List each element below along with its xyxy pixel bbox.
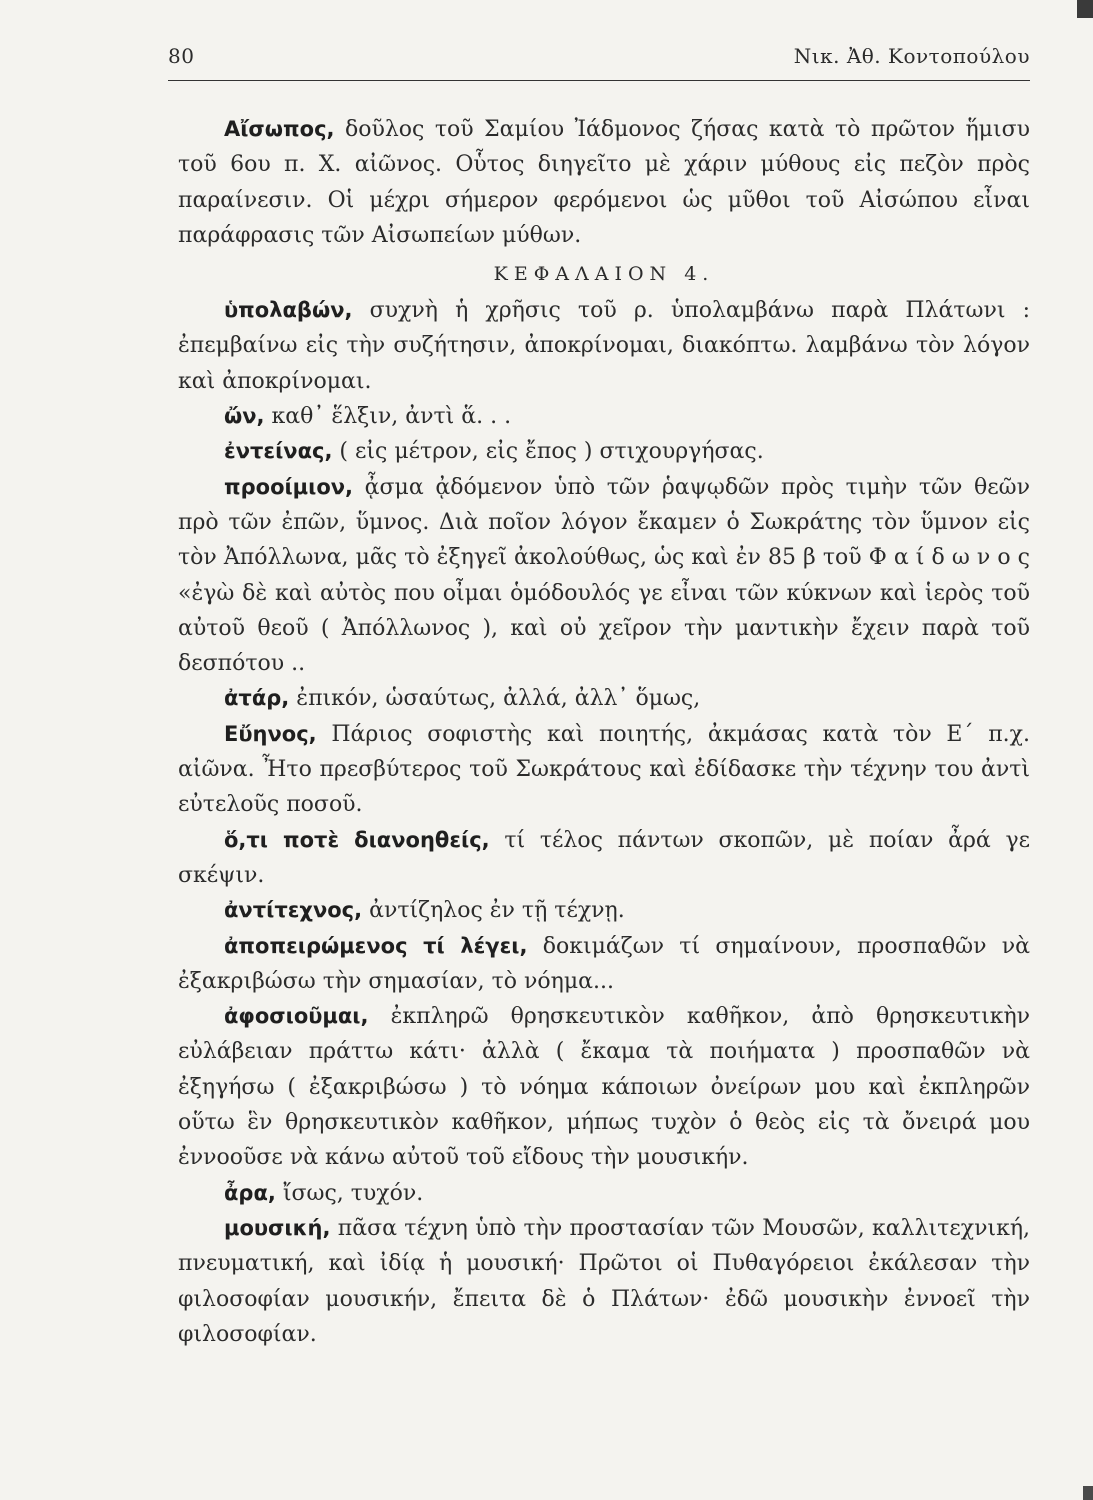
- glossary-entry: [178, 893, 1030, 928]
- entry-term: ἐντείνας,: [224, 439, 333, 464]
- glossary-entry: [178, 999, 1030, 1175]
- entry-term: ὤν,: [224, 404, 265, 429]
- glossary-entry: [178, 399, 1030, 434]
- entry-text: Πάριος σοφιστὴς καὶ ποιητής, ἀκμάσας κατὰ τὸν Ε΄ π.χ. αἰῶνα. Ἦτο πρεσβύτερος τοῦ Σωκράτους καὶ ἐδίδασκε τὴν τέχνην του ἀντὶ εὐτελοῦς ποσοῦ.: [178, 721, 1030, 818]
- glossary-entry: [178, 434, 1030, 469]
- running-head: Νικ. Ἀθ. Κοντοπούλου: [793, 44, 1030, 68]
- glossary-entry: [178, 1176, 1030, 1211]
- glossary-entry: [178, 470, 1030, 682]
- page-header: [168, 40, 1030, 76]
- entry-term: ὅ,τι ποτὲ διανοηθείς,: [224, 827, 490, 852]
- header-rule: [168, 80, 1030, 81]
- entry-text: ἀντίζηλος ἐν τῇ τέχνῃ.: [362, 898, 625, 924]
- glossary-entry: [178, 717, 1030, 823]
- scan-corner-mark: [1083, 1486, 1093, 1500]
- glossary-entry: [178, 823, 1030, 894]
- glossary-entry: [178, 681, 1030, 716]
- glossary-entry: [178, 293, 1030, 399]
- entry-term: ἀτάρ,: [224, 686, 290, 711]
- page-body: [178, 112, 1030, 1352]
- entry-text: ᾆσμα ᾀδόμενον ὑπὸ τῶν ῥαψῳδῶν πρὸς τιμὴν τῶν θεῶν πρὸ τῶν ἐπῶν, ὕμνος. Διὰ ποῖον λόγον ἔκαμεν ὁ Σωκράτης τὸν ὕμνον εἰς τὸν Ἀπόλλωνα, μᾶς τὸ ἐξηγεῖ ἀκολούθως, ὡς καὶ ἐν 85 β τοῦ Φ α ί δ ω ν ο ς «ἐγὼ δὲ καὶ αὐτὸς που οἶμαι ὁμόδουλός γε εἶναι τῶν κύκνων καὶ ἱερὸς τοῦ αὐτοῦ θεοῦ ( Ἀπόλλωνος ), καὶ οὐ χεῖρον τὴν μαντικὴν ἔχειν παρὰ τοῦ δεσπότου ..: [178, 474, 1030, 677]
- entry-text: ( εἰς μέτρον, εἰς ἔπος ) στιχουργήσας.: [332, 439, 764, 465]
- entry-text: ἐπικόν, ὡσαύτως, ἀλλά, ἀλλ᾿ ὅμως,: [289, 686, 701, 712]
- glossary-entry: [178, 1211, 1030, 1352]
- entry-text: καθ᾿ ἕλξιν, ἀντὶ ἅ. . .: [264, 404, 512, 430]
- entry-term: Εὔηνος,: [224, 721, 317, 746]
- entry-text: δοῦλος τοῦ Σαμίου Ἰάδμονος ζήσας κατὰ τὸ πρῶτον ἥμισυ τοῦ 6ου π. Χ. αἰῶνος. Οὗτος διηγεῖτο μὲ χάριν μύθους εἰς πεζὸν πρὸς παραίνεσιν. Οἱ μέχρι σήμερον φερόμενοι ὡς μῦθοι τοῦ Αἰσώπου εἶναι παράφρασις τῶν Αἰσωπείων μύθων.: [178, 117, 1030, 248]
- glossary-entry: [178, 112, 1030, 253]
- entry-text: πᾶσα τέχνη ὑπὸ τὴν προστασίαν τῶν Μουσῶν, καλλιτεχνική, πνευματική, καὶ ἰδίᾳ ἡ μουσική· Πρῶτοι οἱ Πυθαγόρειοι ἐκάλεσαν τὴν φιλοσοφίαν μουσικήν, ἔπειτα δὲ ὁ Πλάτων· ἐδῶ μουσικὴν ἐννοεῖ τὴν φιλοσοφίαν.: [178, 1215, 1030, 1347]
- entry-text: τί τέλος πάντων σκοπῶν, μὲ ποίαν ἆρά γε σκέψιν.: [178, 827, 1030, 888]
- page-number: 80: [168, 44, 195, 68]
- scan-corner-mark: [1077, 0, 1093, 18]
- chapter-heading: ΚΕΦΑΛΑΙΟΝ 4.: [493, 263, 715, 286]
- entry-text: δοκιμάζων τί σημαίνουν, προσπαθῶν νὰ ἐξακριβώσω τὴν σημασίαν, τὸ νόημα...: [178, 933, 1030, 994]
- entry-text: ἴσως, τυχόν.: [275, 1180, 424, 1206]
- entry-term: ἀντίτεχνος,: [224, 898, 363, 923]
- entry-term: μουσική,: [224, 1215, 331, 1240]
- entry-text: ἐκπληρῶ θρησκευτικὸν καθῆκον, ἀπὸ θρησκευτικὴν εὐλάβειαν πράττω κάτι· ἀλλὰ ( ἔκαμα τὰ ποιήματα ) προσπαθῶν νὰ ἐξηγήσω ( ἐξακριβώσω ) τὸ νόημα κάποιων ὀνείρων μου καὶ ἐκπληρῶν οὕτω ἓν θρησκευτικὸν καθῆκον, μήπως τυχὸν ὁ θεὸς εἰς τὰ ὄνειρά μου ἐννοοῦσε νὰ κάνω αὐτοῦ τοῦ εἴδους τὴν μουσικήν.: [178, 1004, 1030, 1171]
- entry-term: ὑπολαβών,: [224, 298, 353, 323]
- entry-text: συχνὴ ἡ χρῆσις τοῦ ρ. ὑπολαμβάνω παρὰ Πλάτωνι : ἐπεμβαίνω εἰς τὴν συζήτησιν, ἀποκρίνομαι, διακόπτω. λαμβάνω τὸν λόγον καὶ ἀποκρίνομαι.: [178, 298, 1030, 394]
- entry-term: ἀφοσιοῦμαι,: [224, 1004, 369, 1029]
- entry-term: ἆρα,: [224, 1180, 276, 1205]
- entry-term: προοίμιον,: [224, 474, 354, 499]
- entry-term: ἀποπειρώμενος τί λέγει,: [224, 933, 528, 958]
- entry-term: Αἴσωπος,: [224, 117, 335, 141]
- glossary-entry: [178, 929, 1030, 1000]
